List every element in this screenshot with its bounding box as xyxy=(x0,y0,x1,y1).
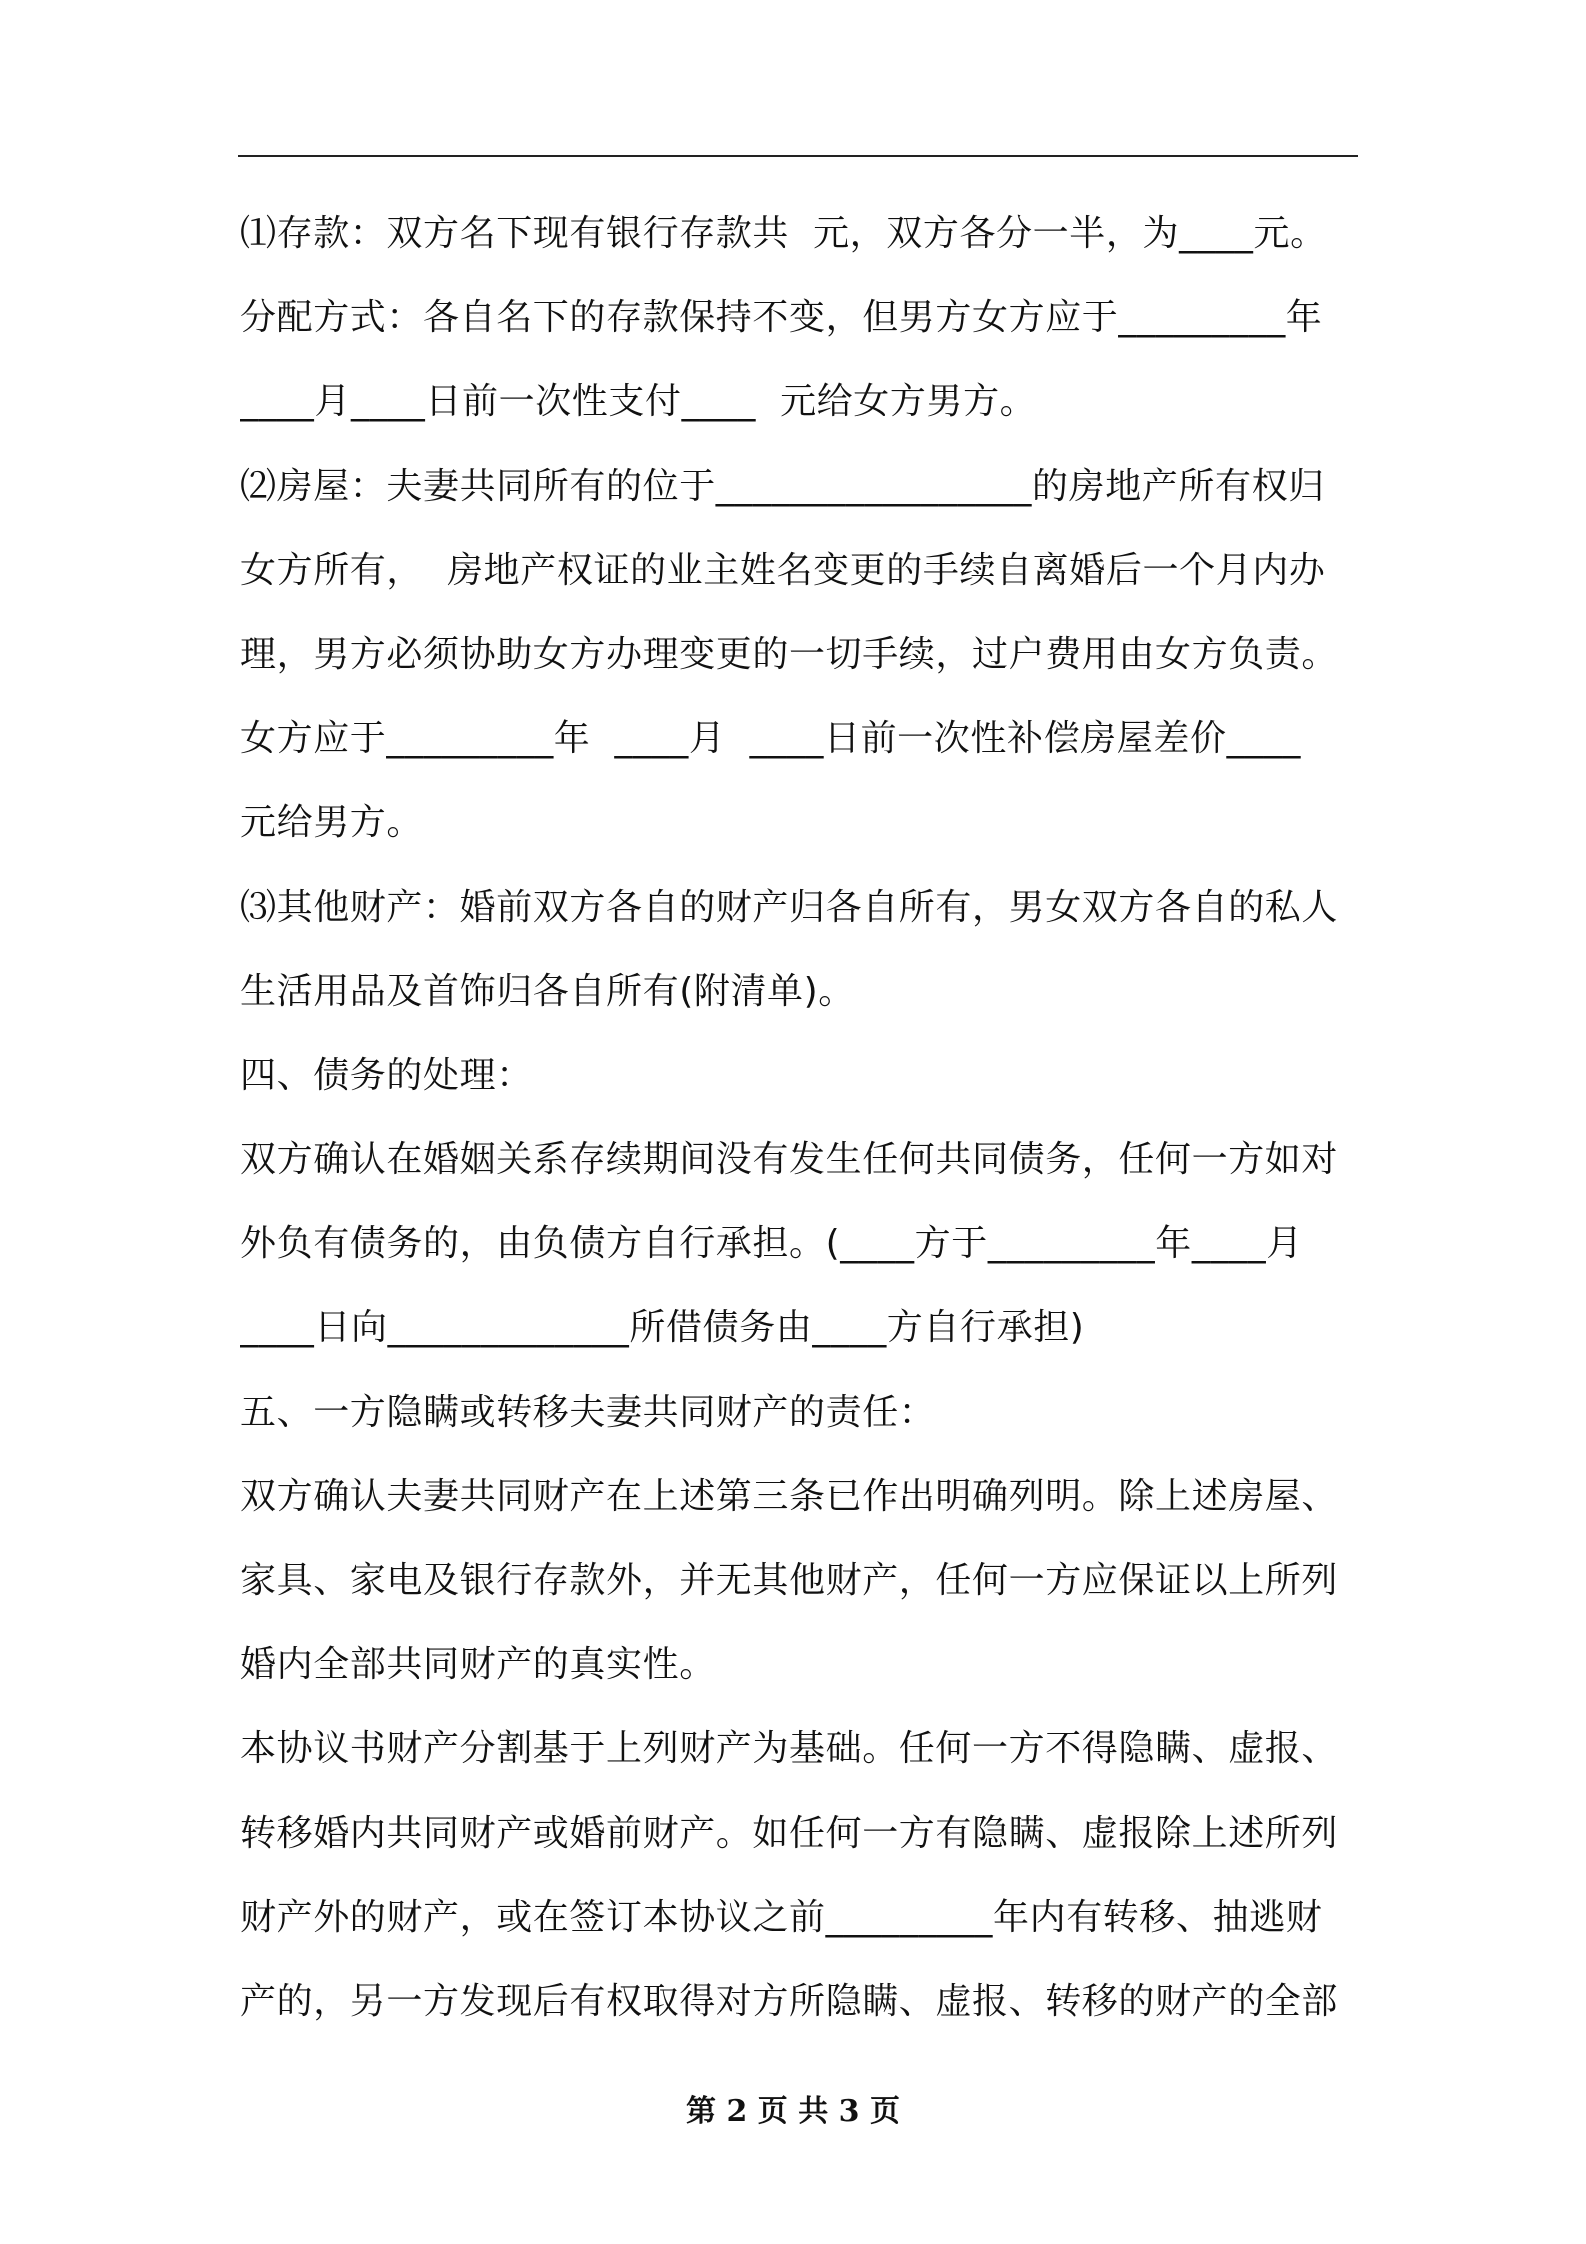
page-footer: 第 2 页 共 3 页 xyxy=(686,2094,900,2129)
text-line-22: 产的，另一方发现后有权取得对方所隐瞒、虚报、转移的财产的全部 xyxy=(240,1980,1339,2022)
text-line-20: 转移婚内共同财产或婚前财产。如任何一方有隐瞒、虚报除上述所列 xyxy=(240,1812,1339,1854)
text-line-21: 财产外的财产，或在签订本协议之前_________年内有转移、抽逃财 xyxy=(240,1896,1323,1938)
text-line-13: 外负有债务的，由负债方自行承担。(____方于_________年____月 xyxy=(240,1223,1303,1265)
text-line-10: 生活用品及首饰归各自所有(附清单)。 xyxy=(240,970,855,1012)
section-heading-concealment: 五、一方隐瞒或转移夫妻共同财产的责任： xyxy=(240,1391,936,1433)
text-line-7: 女方应于_________年 ____月 ____日前一次性补偿房屋差价____ xyxy=(240,718,1301,760)
text-line-9: ⑶其他财产：婚前双方各自的财产归各自所有，男女双方各自的私人 xyxy=(240,886,1339,928)
text-line-4: ⑵房屋：夫妻共同所有的位于_________________的房地产所有权归 xyxy=(240,465,1325,507)
document-body xyxy=(240,192,1364,2044)
text-line-16: 双方确认夫妻共同财产在上述第三条已作出明确列明。除上述房屋、 xyxy=(240,1475,1339,1517)
text-line-14: ____日向_____________所借债务由____方自行承担) xyxy=(240,1307,1085,1349)
text-line-19: 本协议书财产分割基于上列财产为基础。任何一方不得隐瞒、虚报、 xyxy=(240,1728,1339,1770)
text-line-6: 理，男方必须协助女方办理变更的一切手续，过户费用由女方负责。 xyxy=(240,633,1339,675)
section-heading-debts: 四、债务的处理： xyxy=(240,1054,533,1096)
text-line-12: 双方确认在婚姻关系存续期间没有发生任何共同债务，任何一方如对 xyxy=(240,1139,1339,1181)
text-line-17: 家具、家电及银行存款外，并无其他财产，任何一方应保证以上所列 xyxy=(240,1560,1339,1601)
text-line-8: 元给男方。 xyxy=(240,802,424,844)
text-line-2: 分配方式：各自名下的存款保持不变，但男方女方应于_________年 xyxy=(240,297,1323,339)
header-rule xyxy=(238,155,1358,157)
text-line-5: 女方所有， 房地产权证的业主姓名变更的手续自离婚后一个月内办 xyxy=(240,549,1326,591)
text-line-1: ⑴存款：双方名下现有银行存款共 元，双方各分一半，为____元。 xyxy=(240,213,1327,254)
text-line-3: ____月____日前一次性支付____ 元给女方男方。 xyxy=(240,381,1037,423)
text-line-18: 婚内全部共同财产的真实性。 xyxy=(240,1644,716,1686)
